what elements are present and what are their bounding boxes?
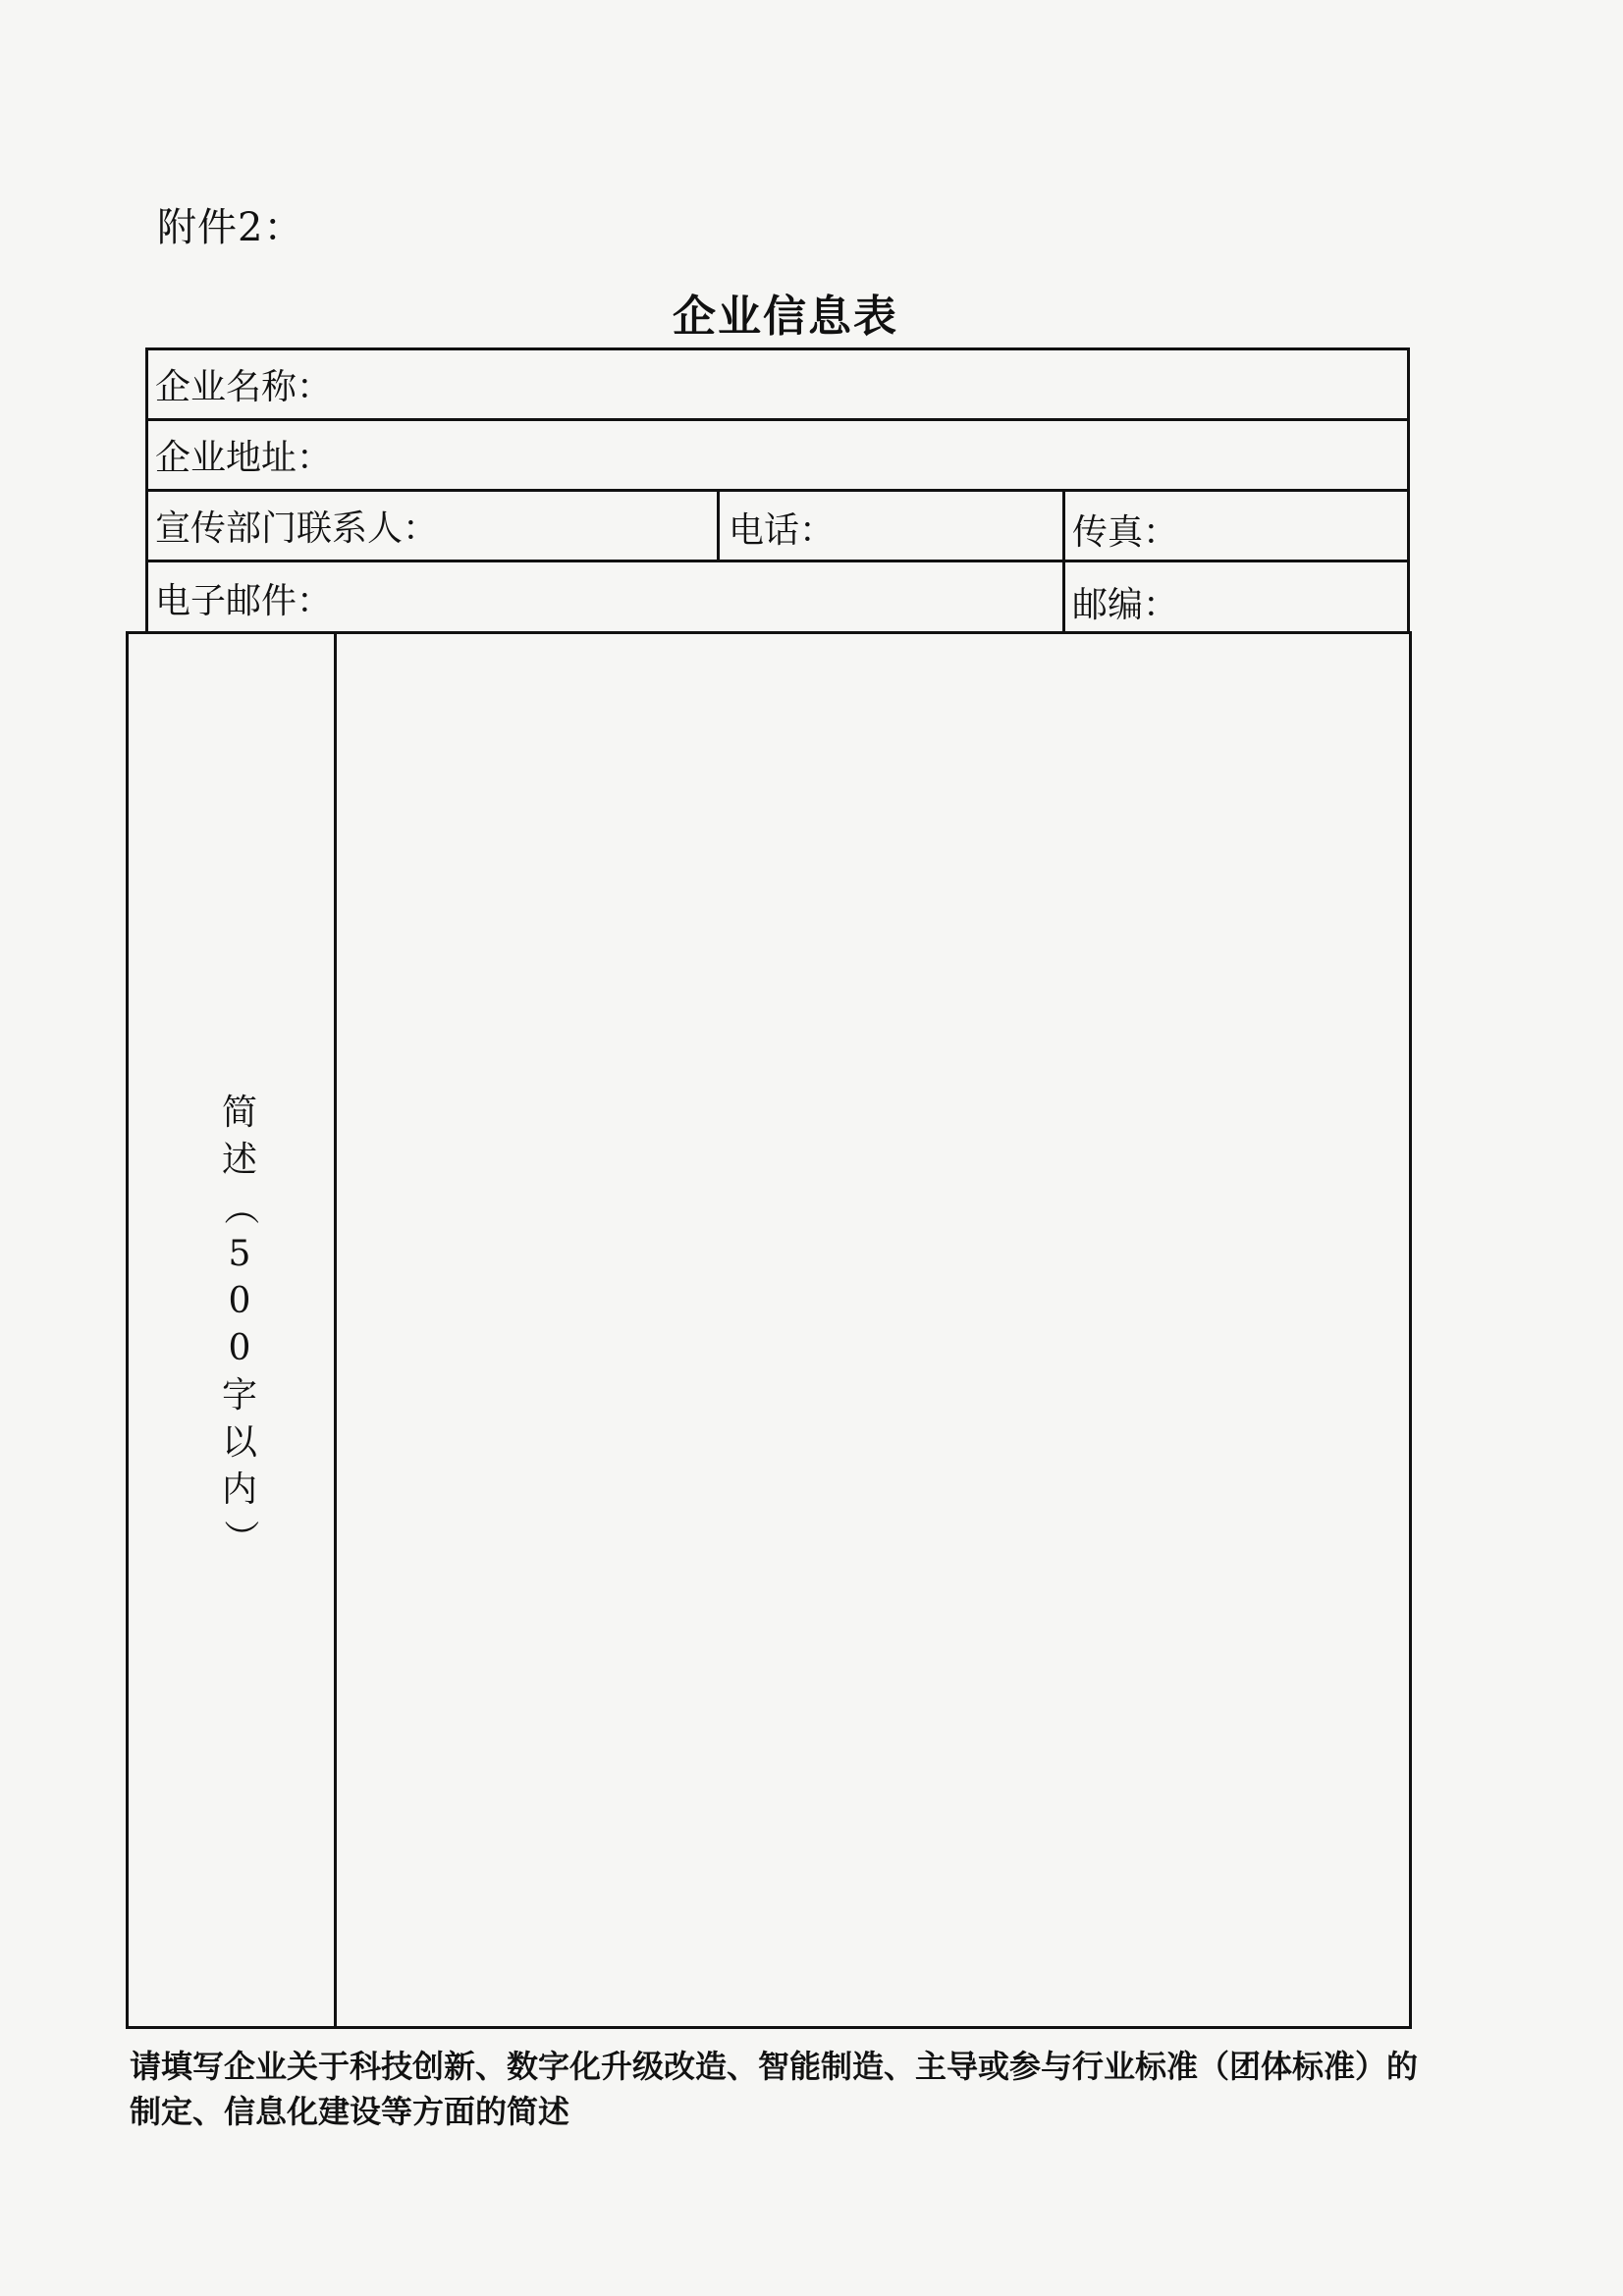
footer-note: 请填写企业关于科技创新、数字化升级改造、智能制造、主导或参与行业标准（团体标准）的制定、信息化建设等方面的简述 (130, 2048, 1419, 2130)
summary-label (208, 1090, 271, 1561)
company-address-label: 企业地址： (155, 438, 333, 478)
summary-char: 0 (228, 1281, 251, 1321)
col-divider-fax (1062, 489, 1065, 634)
summary-char: 简 (221, 1093, 257, 1133)
row-divider-3 (145, 560, 1410, 562)
summary-char: ） (220, 1519, 260, 1555)
summary-char: 内 (221, 1469, 257, 1510)
summary-char: （ (220, 1189, 260, 1225)
company-name-label: 企业名称： (155, 367, 333, 407)
phone-label: 电话： (729, 510, 836, 551)
summary-char: 5 (228, 1234, 251, 1274)
summary-char: 字 (221, 1375, 257, 1415)
summary-char: 0 (228, 1328, 251, 1368)
fax-label: 传真： (1072, 512, 1179, 553)
page-title: 企业信息表 (673, 292, 898, 342)
col-divider-phone (717, 489, 720, 560)
row-divider-2 (145, 489, 1410, 492)
summary-char: 以 (221, 1422, 257, 1463)
summary-char: 述 (221, 1140, 257, 1180)
summary-box (126, 631, 1412, 2029)
annex-label: 附件2： (157, 205, 304, 250)
contact-label: 宣传部门联系人： (155, 508, 439, 549)
summary-divider (334, 631, 337, 2029)
email-label: 电子邮件： (155, 581, 333, 621)
postcode-label: 邮编： (1072, 585, 1179, 625)
row-divider-1 (145, 418, 1410, 421)
